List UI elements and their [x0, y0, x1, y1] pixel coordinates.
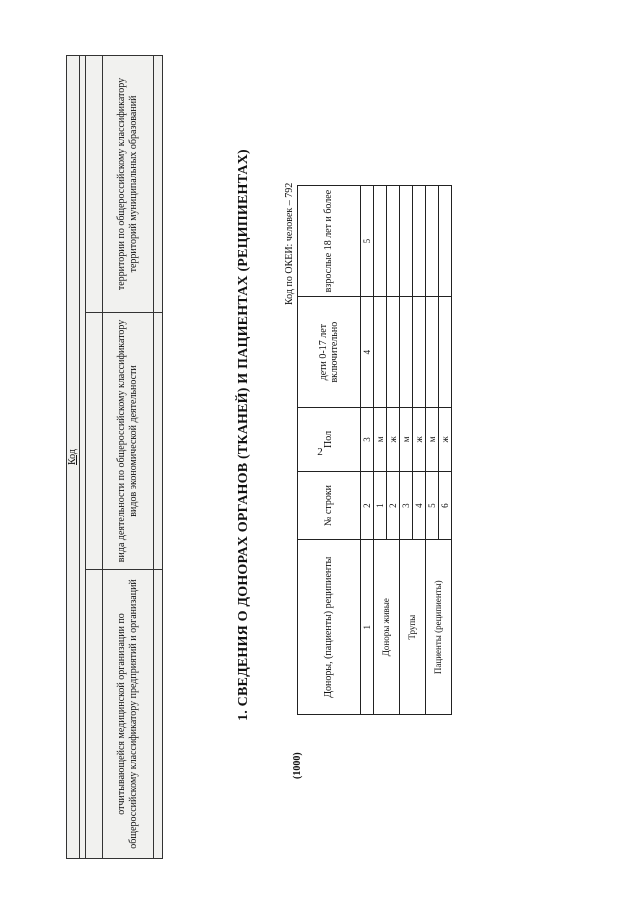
row-sex: м	[374, 408, 387, 471]
cell-children[interactable]	[413, 297, 426, 408]
cell-adults[interactable]	[413, 186, 426, 297]
col-number: 4	[361, 297, 374, 408]
cell-adults[interactable]	[387, 186, 400, 297]
col-header-donors: Доноры, (пациенты) реципиенты	[298, 540, 361, 715]
cell-children[interactable]	[426, 297, 439, 408]
code-col-organization: отчитывающейся медицинской организации по общероссийскому классификатору предприятий и организаций	[102, 569, 153, 858]
donors-table	[297, 185, 452, 715]
row-sex: м	[400, 408, 413, 471]
group-label-living-donors: Доноры живые	[374, 540, 400, 715]
col-number: 5	[361, 186, 374, 297]
cell-children[interactable]	[374, 297, 387, 408]
code-table	[66, 55, 163, 859]
code-header: Код	[67, 56, 80, 859]
col-header-adults: взрослые 18 лет и более	[298, 186, 361, 297]
section-title: 1. СВЕДЕНИЯ О ДОНОРАХ ОРГАНОВ (ТКАНЕЙ) И ПАЦИЕНТАХ (РЕЦИПИЕНТАХ)	[236, 149, 251, 721]
cell-adults[interactable]	[439, 186, 452, 297]
cell-children[interactable]	[400, 297, 413, 408]
page-number: 2	[317, 446, 323, 458]
col-number: 3	[361, 408, 374, 471]
row-number: 2	[387, 471, 400, 540]
row-sex: м	[426, 408, 439, 471]
row-sex: ж	[413, 408, 426, 471]
code-col-territory: территории по общероссийскому классификатору территорий муниципальных образований	[102, 56, 153, 313]
row-number: 5	[426, 471, 439, 540]
col-number: 2	[361, 471, 374, 540]
table-row	[400, 186, 413, 715]
cell-children[interactable]	[387, 297, 400, 408]
col-header-sex: Пол	[298, 408, 361, 471]
table-code: (1000)	[292, 752, 303, 779]
row-sex: ж	[439, 408, 452, 471]
group-label-cadavers: Трупы	[400, 540, 426, 715]
row-number: 3	[400, 471, 413, 540]
code-col-activity: вида деятельности по общероссийскому классификатору видов экономической деятельности	[102, 312, 153, 569]
table-row	[426, 186, 439, 715]
okei-code: Код по ОКЕИ: человек – 792	[284, 182, 295, 305]
row-sex: ж	[387, 408, 400, 471]
cell-adults[interactable]	[400, 186, 413, 297]
cell-adults[interactable]	[374, 186, 387, 297]
cell-children[interactable]	[439, 297, 452, 408]
col-header-children: дети 0-17 лет включительно	[298, 297, 361, 408]
group-label-recipients: Пациенты (реципиенты)	[426, 540, 452, 715]
row-number: 1	[374, 471, 387, 540]
table-row	[374, 186, 387, 715]
cell-adults[interactable]	[426, 186, 439, 297]
row-number: 4	[413, 471, 426, 540]
col-header-row-no: № строки	[298, 471, 361, 540]
row-number: 6	[439, 471, 452, 540]
col-number: 1	[361, 540, 374, 715]
